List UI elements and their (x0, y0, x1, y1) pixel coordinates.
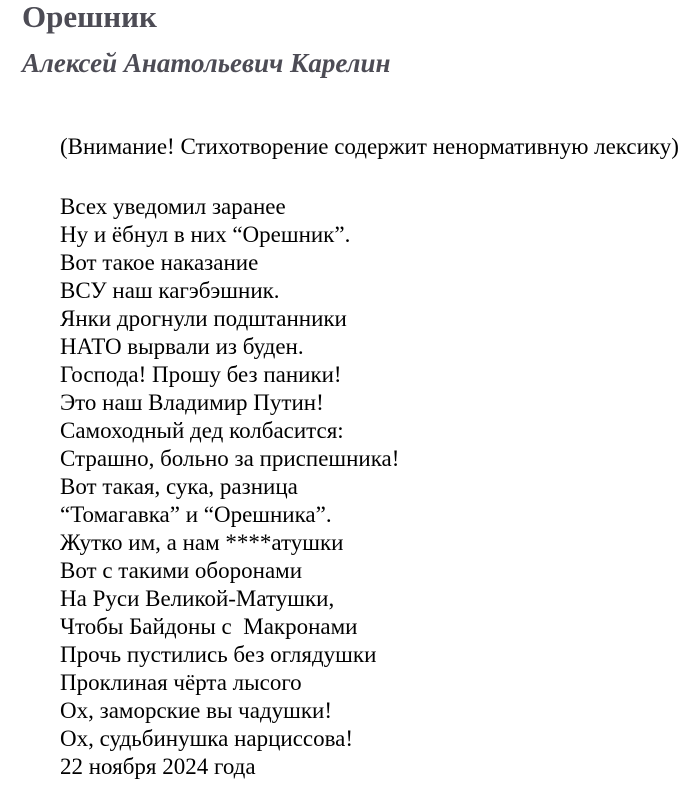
poem-date-line: 22 ноября 2024 года (60, 754, 256, 779)
page-title: Орешник (22, 0, 157, 34)
poem-line: НАТО вырвали из буден. (60, 334, 304, 359)
poem-line: “Томагавка” и “Орешника”. (60, 502, 332, 527)
poem-line: Жутко им, а нам ****атушки (60, 530, 344, 555)
poem-text (22, 133, 680, 781)
poem-line: Проклиная чёрта лысого (60, 670, 302, 695)
poem-line: Вот такое наказание (60, 250, 259, 275)
poem-line: Самоходный дед колбасится: (60, 418, 344, 443)
poem-body (60, 193, 680, 781)
poem-line: На Руси Великой-Матушки, (60, 586, 335, 611)
poem-line: Всех уведомил заранее (60, 194, 286, 219)
poem-line: Страшно, больно за приспешника! (60, 446, 400, 471)
poem-line: Ох, заморские вы чадушки! (60, 698, 333, 723)
poem-line: Янки дрогнули подштанники (60, 306, 347, 331)
profanity-warning: (Внимание! Стихотворение содержит ненормативную лексику) (60, 134, 679, 159)
poem-line: Господа! Прошу без паники! (60, 362, 342, 387)
poem-line: Ну и ёбнул в них “Орешник”. (60, 222, 351, 247)
poem-line: Прочь пустились без оглядушки (60, 642, 377, 667)
poem-line: Чтобы Байдоны с Макронами (60, 614, 358, 639)
poem-line: Вот с такими оборонами (60, 558, 303, 583)
author-name: Алексей Анатольевич Карелин (22, 48, 391, 78)
poem-line: ВСУ наш кагэбэшник. (60, 278, 280, 303)
poem-line: Ох, судьбинушка нарциссова! (60, 726, 354, 751)
poem-line: Вот такая, сука, разница (60, 474, 298, 499)
poem-line: Это наш Владимир Путин! (60, 390, 324, 415)
